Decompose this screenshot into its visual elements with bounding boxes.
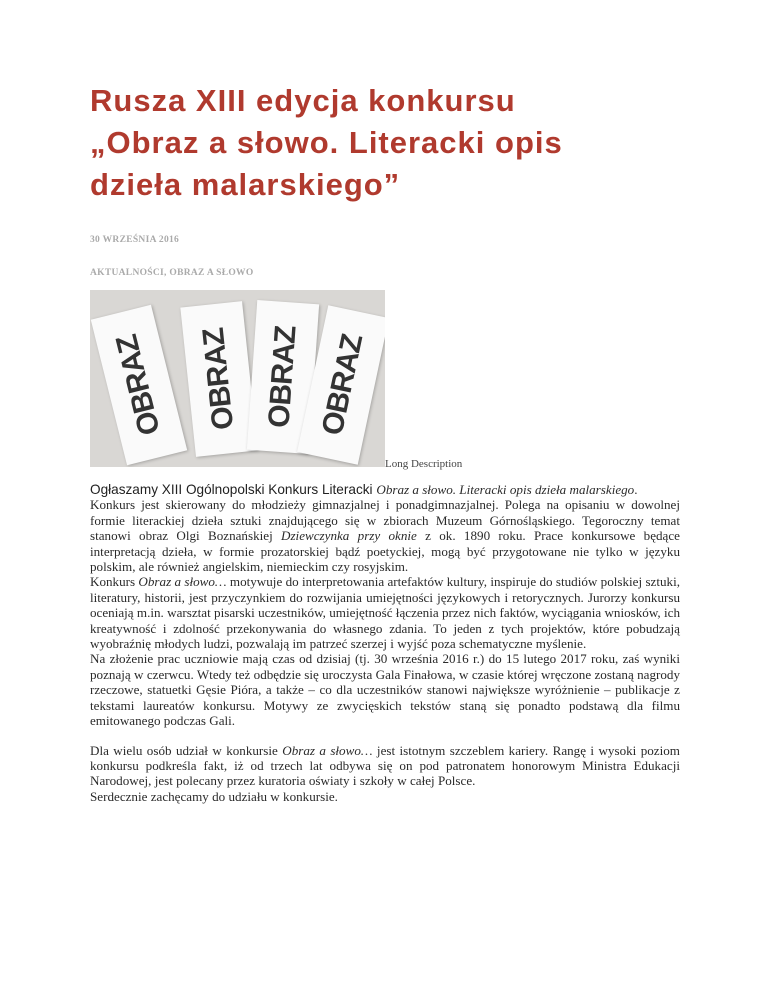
title-line: Rusza XIII edycja konkursu <box>90 83 516 118</box>
intro-lead: Ogłaszamy XIII Ogólnopolski Konkurs Literacki <box>90 482 377 497</box>
paragraph-text: jest istotnym szczeblem kariery. Rangę i wysoki poziom konkursu podkreśla fakt, iż od trzech lat odbywa się on pod patronatem honorowym Ministra Edukacji Narodowej, jest polecany przez kuratoria oświaty i szkoły w całej Polsce. <box>90 742 680 789</box>
paragraph <box>90 574 680 651</box>
article-image <box>90 290 385 467</box>
paragraph-text: z ok. 1890 roku. Prace konkursowe będące interpretacją dzieła, w formie prozatorskiej bądź poetyckiej, mogą być przygotowane nie tylko w języku polskim, ale również angielskim, niemieckim czy rosyjskim. <box>90 528 680 575</box>
painting-title: Dziewczynka przy oknie <box>281 528 417 544</box>
paragraph-text: Konkurs <box>90 574 139 590</box>
competition-name: Obraz a słowo… <box>282 742 373 758</box>
intro-end: . <box>634 482 638 497</box>
spacer <box>90 729 680 743</box>
post-date: 30 WRZEŚNIA 2016 <box>90 235 180 245</box>
booklet-cover <box>180 301 257 457</box>
competition-title: Obraz a słowo. Literacki opis dzieła malarskiego <box>376 482 635 497</box>
article-title <box>90 80 710 206</box>
booklet-text: OBRAZ <box>196 326 241 432</box>
competition-name: Obraz a słowo… <box>138 574 227 590</box>
article-body <box>90 482 680 804</box>
booklet-text: OBRAZ <box>110 331 167 439</box>
paragraph-text: motywuje do interpretowania artefaktów kultury, inspiruje do studiów polskiej sztuki, literatury, historii, jest przyczynkiem do rozwijania umiejętności językowych i retorycznych. Jurorzy konkursu oceniają m.in. warsztat pisarski uczestników, umiejętność łączenia przez nich faktów, wyciągania wniosków, ich kreatywność i zdolność przekonywania do własnego zdania. To jeden z tych projektów, które pobudzają wyobraźnię młodych ludzi, pozwalają im patrzeć szerzej i wyjść poza schematyczne myślenie. <box>90 574 680 652</box>
paragraph: Na złożenie prac uczniowie mają czas od dzisiaj (tj. 30 września 2016 r.) do 15 lutego 2017 roku, zaś wyniki poznają w czerwcu. Wtedy też odbędzie się uroczysta Gala Finałowa, w czasie której wręczone zostaną nagrody rzeczowe, statuetki Gęsie Pióra, a także – co dla uczestników stanowi największe wyróżnienie – publikacje z tekstami laureatów konkursu. Motywy ze zwycięskich tekstów staną się ponadto podstawą dla filmu emitowanego podczas Gali. <box>90 651 680 729</box>
booklet-text: OBRAZ <box>262 325 303 429</box>
booklet-cover <box>91 305 187 466</box>
title-line: dzieła malarskiego” <box>90 167 401 202</box>
paragraph-text: Dla wielu osób udział w konkursie <box>90 742 283 758</box>
closing-paragraph: Serdecznie zachęcamy do udziału w konkursie. <box>90 788 338 804</box>
paragraph <box>90 743 680 789</box>
intro-paragraph <box>90 482 680 497</box>
image-caption: Long Description <box>385 458 463 470</box>
paragraph-text: Konkurs jest skierowany do młodzieży gimnazjalnej i ponadgimnazjalnej. Polega na opisaniu w dowolnej formie literackiej dzieła sztuki znajdującego się w zbiorach Muzeum Górnośląskiego. Tegoroczny temat stanowi obraz Olgi Boznańskiej <box>90 497 680 544</box>
post-categories: AKTUALNOŚCI, OBRAZ A SŁOWO <box>90 268 254 278</box>
title-line: „Obraz a słowo. Literacki opis <box>90 125 563 160</box>
paragraph <box>90 497 680 574</box>
booklet-text: OBRAZ <box>315 331 370 439</box>
